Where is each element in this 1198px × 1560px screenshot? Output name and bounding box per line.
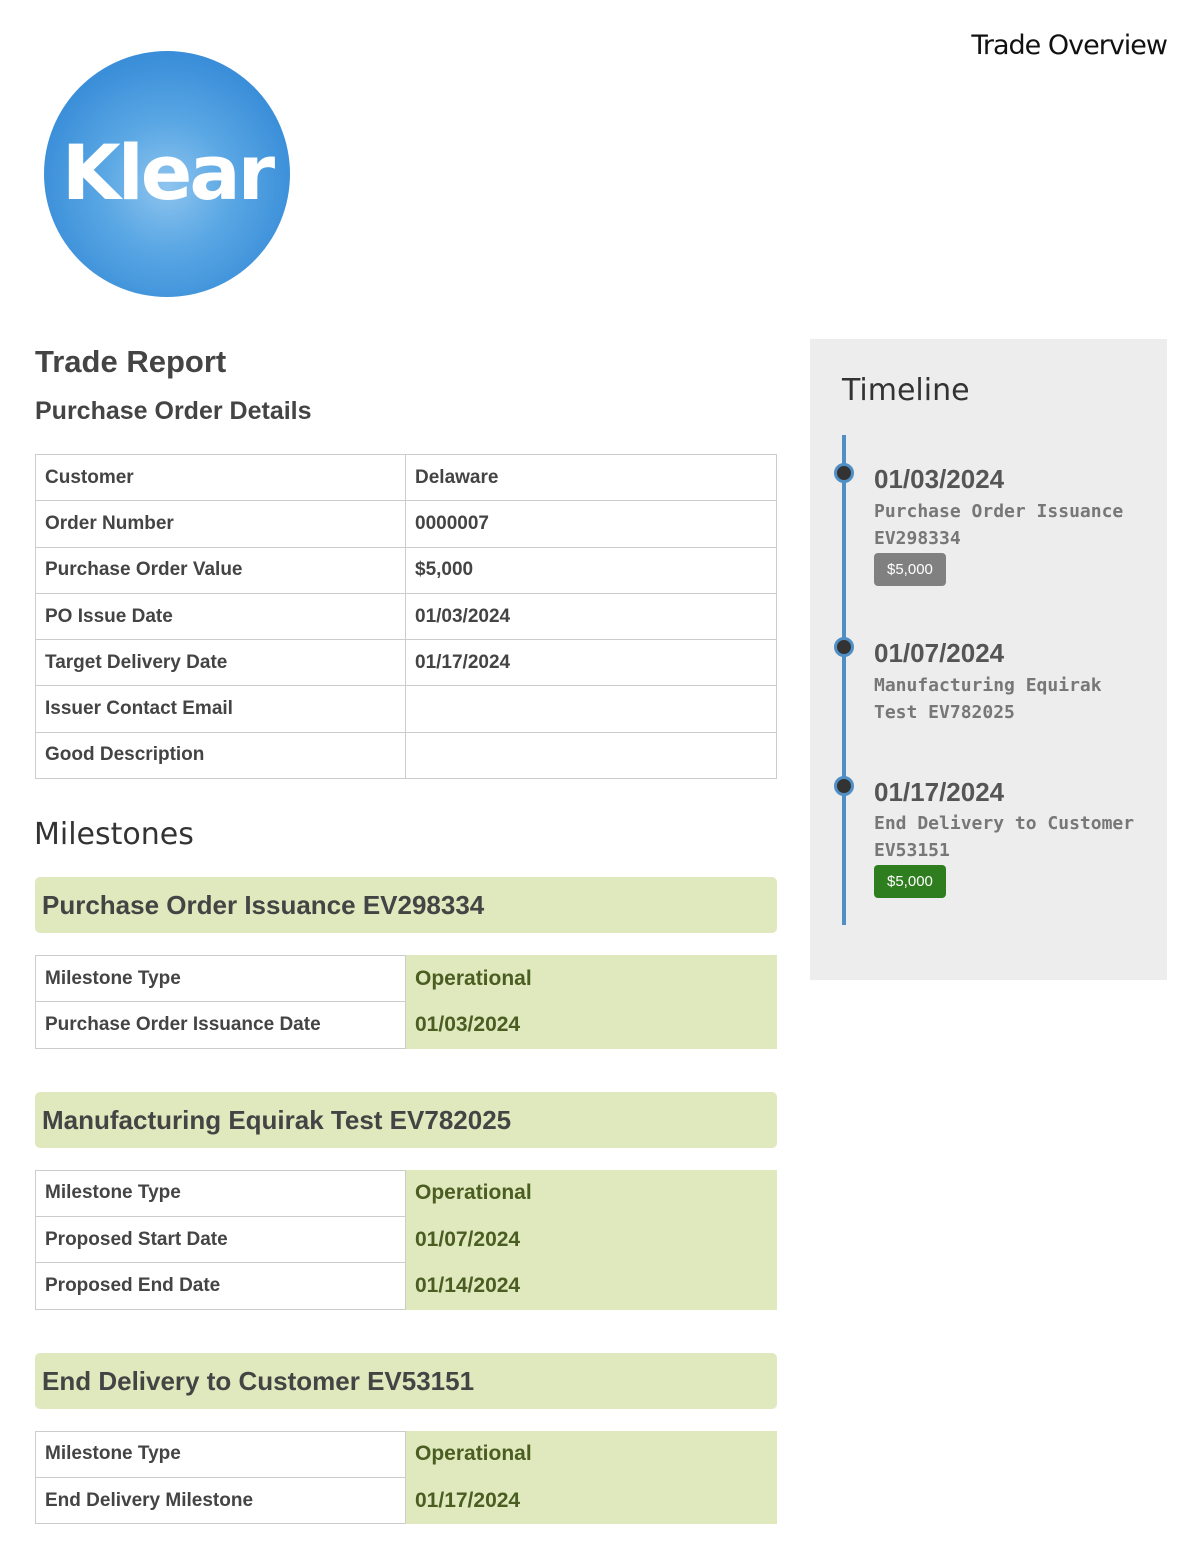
table-row bbox=[36, 501, 777, 547]
row-label: Milestone Type bbox=[36, 956, 406, 1002]
table-row bbox=[36, 640, 777, 686]
timeline-desc: Purchase Order Issuance EV298334 bbox=[874, 501, 1124, 549]
row-value: Operational bbox=[406, 1431, 777, 1477]
table-row bbox=[36, 732, 777, 778]
table-row bbox=[36, 1216, 777, 1262]
milestone-table bbox=[35, 955, 777, 1049]
row-value: Operational bbox=[406, 956, 777, 1002]
timeline-value-badge: $5,000 bbox=[874, 865, 946, 898]
timeline-panel bbox=[810, 339, 1167, 980]
timeline-date: 01/07/2024 bbox=[874, 638, 1005, 668]
row-label: End Delivery Milestone bbox=[36, 1477, 406, 1523]
table-row bbox=[36, 455, 777, 501]
row-label: Proposed End Date bbox=[36, 1263, 406, 1309]
milestone-block bbox=[35, 1092, 777, 1310]
milestone-block bbox=[35, 877, 777, 1049]
row-value: $5,000 bbox=[406, 547, 777, 593]
page-header-title: Trade Overview bbox=[971, 30, 1167, 61]
row-label: Good Description bbox=[36, 732, 406, 778]
row-value: Delaware bbox=[406, 455, 777, 501]
po-details-title: Purchase Order Details bbox=[35, 397, 312, 425]
po-details-table bbox=[35, 454, 777, 779]
table-row bbox=[36, 1002, 777, 1048]
row-label: Customer bbox=[36, 455, 406, 501]
main-content bbox=[35, 340, 777, 1524]
row-label: Proposed Start Date bbox=[36, 1216, 406, 1262]
row-label: Milestone Type bbox=[36, 1431, 406, 1477]
row-label: Purchase Order Value bbox=[36, 547, 406, 593]
table-row bbox=[36, 1263, 777, 1309]
report-title: Trade Report bbox=[35, 344, 227, 379]
row-value: 01/07/2024 bbox=[406, 1216, 777, 1262]
timeline-dot-icon bbox=[834, 776, 854, 796]
timeline-dot-icon bbox=[834, 637, 854, 657]
timeline-value-badge: $5,000 bbox=[874, 553, 946, 586]
table-row bbox=[36, 956, 777, 1002]
row-value: 01/17/2024 bbox=[406, 640, 777, 686]
row-label: Order Number bbox=[36, 501, 406, 547]
milestones-title: Milestones bbox=[34, 817, 194, 853]
timeline-desc: Manufacturing Equirak Test EV782025 bbox=[874, 675, 1102, 723]
table-row bbox=[36, 686, 777, 732]
table-row bbox=[36, 547, 777, 593]
milestone-table bbox=[35, 1170, 777, 1310]
row-value: 0000007 bbox=[406, 501, 777, 547]
row-value bbox=[406, 686, 777, 732]
row-value: 01/03/2024 bbox=[406, 1002, 777, 1048]
row-value: 01/17/2024 bbox=[406, 1477, 777, 1523]
timeline-date: 01/17/2024 bbox=[874, 777, 1005, 807]
klear-logo bbox=[44, 51, 290, 297]
table-row bbox=[36, 1431, 777, 1477]
table-row bbox=[36, 593, 777, 639]
row-label: Milestone Type bbox=[36, 1170, 406, 1216]
row-label: Purchase Order Issuance Date bbox=[36, 1002, 406, 1048]
table-row bbox=[36, 1170, 777, 1216]
milestone-header: Purchase Order Issuance EV298334 bbox=[35, 877, 777, 933]
logo-text: Klear bbox=[61, 127, 273, 217]
row-value: 01/03/2024 bbox=[406, 593, 777, 639]
timeline-desc: End Delivery to Customer EV53151 bbox=[874, 813, 1135, 861]
row-label: PO Issue Date bbox=[36, 593, 406, 639]
milestone-block bbox=[35, 1353, 777, 1525]
milestone-header: Manufacturing Equirak Test EV782025 bbox=[35, 1092, 777, 1148]
milestone-table bbox=[35, 1431, 777, 1525]
timeline-date: 01/03/2024 bbox=[874, 464, 1005, 494]
row-value: 01/14/2024 bbox=[406, 1263, 777, 1309]
row-value: Operational bbox=[406, 1170, 777, 1216]
row-label: Target Delivery Date bbox=[36, 640, 406, 686]
row-label: Issuer Contact Email bbox=[36, 686, 406, 732]
row-value bbox=[406, 732, 777, 778]
timeline-dot-icon bbox=[834, 463, 854, 483]
milestone-header: End Delivery to Customer EV53151 bbox=[35, 1353, 777, 1409]
table-row bbox=[36, 1477, 777, 1523]
timeline-line bbox=[842, 435, 846, 925]
timeline-title: Timeline bbox=[842, 373, 970, 408]
